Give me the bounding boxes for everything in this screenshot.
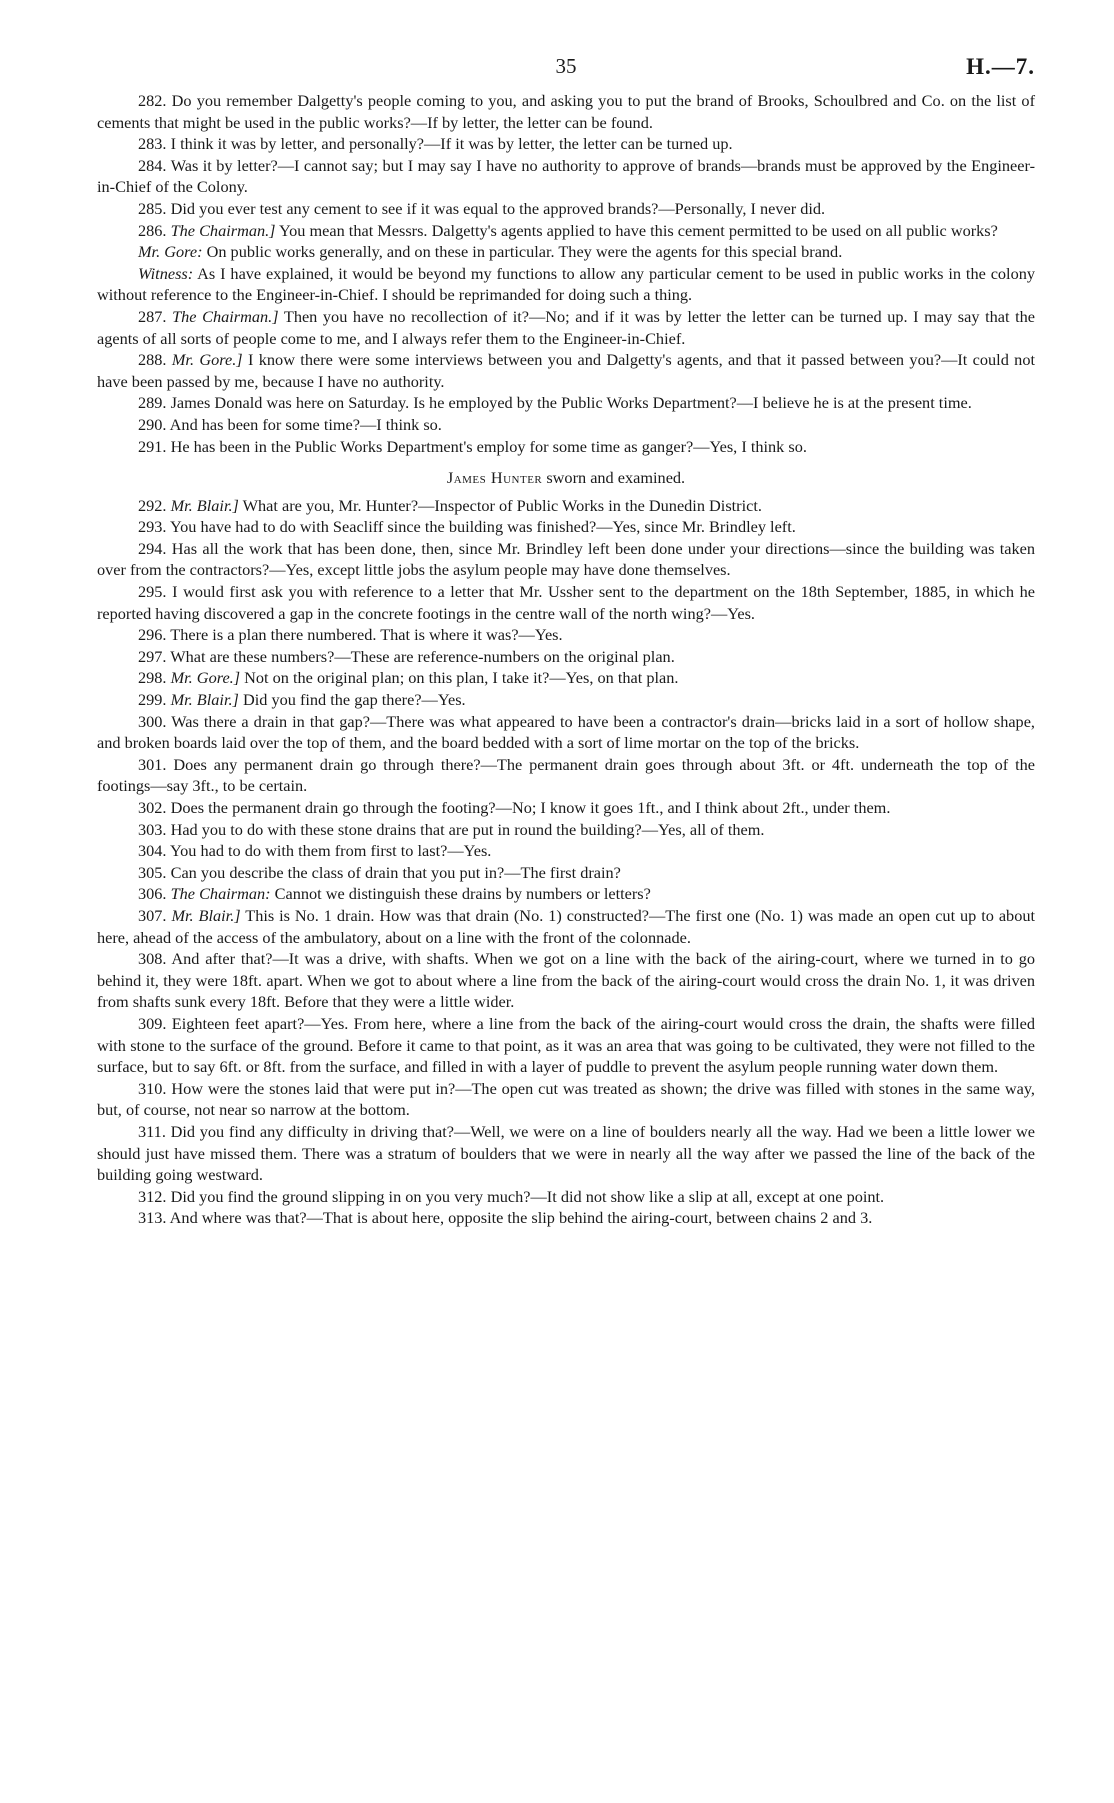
question-number: 305. — [138, 862, 167, 882]
question-number: 283. — [138, 134, 167, 154]
question-number: 291. — [138, 436, 167, 456]
question-number: 300. — [138, 711, 167, 731]
paragraph-text: And where was that?—That is about here, opposite the slip behind the airing-court, between chains 2 and 3. — [169, 1208, 873, 1228]
testimony-paragraph — [97, 306, 1035, 349]
question-number: 301. — [138, 754, 167, 774]
question-number: 287. — [138, 306, 167, 326]
testimony-paragraph — [97, 349, 1035, 392]
question-number: 282. — [138, 91, 167, 110]
paragraph-text: Was there a drain in that gap?—There was what appeared to have been a contractor's drain—bricks laid in a sort of hollow shape, and broken boards laid over the top of them, and the board bedded with a sort of lime mortar on the top of the bricks. — [97, 711, 1035, 753]
question-number: 310. — [138, 1078, 167, 1098]
speaker-label: Mr. Blair.] — [170, 495, 239, 515]
testimony-paragraph — [97, 948, 1035, 1013]
question-number: 306. — [138, 884, 167, 904]
question-number: 295. — [138, 582, 167, 602]
paragraph-text: Cannot we distinguish these drains by numbers or letters? — [274, 884, 651, 904]
question-number: 288. — [138, 350, 167, 370]
speaker-label: Mr. Gore.] — [171, 350, 243, 370]
testimony-paragraph — [97, 90, 1035, 133]
speaker-label: Mr. Gore.] — [170, 668, 241, 688]
testimony-paragraph — [97, 797, 1035, 819]
testimony-paragraph — [97, 198, 1035, 220]
testimony-paragraph — [97, 840, 1035, 862]
testimony-paragraph — [97, 711, 1035, 754]
paragraph-text: Not on the original plan; on this plan, I take it?—Yes, on that plan. — [244, 668, 679, 688]
paragraph-text: What are these numbers?—These are reference-numbers on the original plan. — [170, 646, 675, 666]
paragraph-text: There is a plan there numbered. That is where it was?—Yes. — [170, 625, 563, 645]
paragraph-text: And has been for some time?—I think so. — [169, 414, 442, 434]
paragraph-text: You had to do with them from first to last?—Yes. — [169, 841, 492, 861]
question-number: 299. — [138, 690, 167, 710]
question-number: 297. — [138, 646, 167, 666]
question-number: 302. — [138, 798, 167, 817]
document-code: H.—7. — [966, 54, 1035, 79]
testimony-paragraph — [97, 581, 1035, 624]
question-number: 286. — [138, 220, 167, 240]
testimony-paragraph — [97, 905, 1035, 948]
speaker-label: The Chairman.] — [172, 306, 279, 326]
question-number: 296. — [138, 625, 167, 645]
question-number: 294. — [138, 538, 167, 558]
paragraph-text: How were the stones laid that were put in?—The open cut was treated as shown; the drive was filled with stones in the same way, but, of course, not near so narrow at the bottom. — [97, 1078, 1035, 1120]
page-number: 35 — [555, 54, 577, 78]
testimony-paragraph — [97, 883, 1035, 905]
question-number: 298. — [138, 668, 167, 688]
question-number: 284. — [138, 155, 167, 175]
paragraph-text: Eighteen feet apart?—Yes. From here, where a line from the back of the airing-court would cross the drain, the shafts were filled with stone to the surface of the ground. Before it came to that point, as it was an area that was going to be cultivated, they were not filled to the surface, but to say 6ft. or 8ft. from the surface, and filled in with a layer of puddle to prevent the asylum people running water down them. — [97, 1013, 1035, 1077]
question-number: 303. — [138, 819, 167, 839]
testimony-paragraph — [97, 862, 1035, 884]
section-heading-rest: sworn and examined. — [546, 468, 686, 488]
paragraph-text: This is No. 1 drain. How was that drain (No. 1) constructed?—The first one (No. 1) was made an open cut up to about here, ahead of the access of the ambulatory, about on a line with the front of the colonnade. — [97, 905, 1035, 947]
paragraph-text: Does the permanent drain go through the footing?—No; I know it goes 1ft., and I think about 2ft., under them. — [170, 798, 891, 817]
testimony-part-1 — [97, 90, 1035, 457]
paragraph-text: Did you ever test any cement to see if it was equal to the approved brands?—Personally, I never did. — [170, 198, 826, 218]
testimony-paragraph — [97, 689, 1035, 711]
testimony-paragraph — [97, 1186, 1035, 1208]
question-number: 307. — [138, 905, 167, 925]
testimony-paragraph — [97, 516, 1035, 538]
paragraph-text: I know there were some interviews between you and Dalgetty's agents, and that it passed between you?—It could not have been passed by me, because I have no authority. — [97, 350, 1035, 391]
paragraph-text: Had you to do with these stone drains that are put in round the building?—Yes, all of them. — [170, 819, 765, 839]
testimony-paragraph — [97, 754, 1035, 797]
testimony-paragraph — [97, 414, 1035, 436]
testimony-paragraph — [97, 263, 1035, 306]
question-number: 285. — [138, 198, 167, 218]
testimony-paragraph — [97, 495, 1035, 517]
paragraph-text: Then you have no recollection of it?—No; and if it was by letter the letter can be turned up. I may say that the agents of all sorts of people come to me, and I always refer them to the Engineer-in-Chief. — [97, 306, 1035, 348]
paragraph-text: And after that?—It was a drive, with shafts. When we got on a line with the back of the airing-court, where we turned in to go behind it, they were 18ft. apart. When we got to about where a line from the back of the airing-court would cross the drain No. 1, it was driven from shafts sunk every 18ft. Before that they were a little wider. — [97, 949, 1036, 1012]
question-number: 312. — [138, 1186, 167, 1206]
testimony-paragraph — [97, 819, 1035, 841]
speaker-label: Mr. Gore: — [138, 242, 203, 262]
question-number: 308. — [138, 949, 167, 969]
testimony-paragraph — [97, 1121, 1035, 1186]
question-number: 292. — [138, 495, 167, 515]
question-number: 290. — [138, 414, 167, 434]
paragraph-text: Did you find the gap there?—Yes. — [242, 690, 466, 710]
testimony-part-2 — [97, 495, 1035, 1229]
paragraph-text: Can you describe the class of drain that you put in?—The first drain? — [170, 862, 621, 882]
question-number: 311. — [138, 1121, 166, 1141]
paragraph-text: I would first ask you with reference to a letter that Mr. Ussher sent to the department on the 18th September, 1885, in which he reported having discovered a gap in the concrete footings in the centre wall of the north wing?—Yes. — [97, 582, 1036, 623]
page-header — [97, 50, 1035, 84]
body-text — [97, 90, 1035, 1229]
speaker-label: Witness: — [138, 263, 194, 283]
paragraph-text: He has been in the Public Works Department's employ for some time as ganger?—Yes, I think so. — [170, 436, 807, 456]
speaker-label: The Chairman: — [170, 884, 271, 904]
paragraph-text: On public works generally, and on these in particular. They were the agents for this special brand. — [206, 242, 843, 262]
section-heading — [97, 467, 1035, 489]
paragraph-text: Did you find any difficulty in driving that?—Well, we were on a line of boulders nearly all the way. Had we been a little lower we should just have missed them. There was a stratum of boulders that we were in nearly all the way after we passed the line of the back of the building going westward. — [97, 1121, 1035, 1185]
testimony-paragraph — [97, 241, 1035, 263]
paragraph-text: Was it by letter?—I cannot say; but I may say I have no authority to approve of brands—brands must be approved by the Engineer-in-Chief of the Colony. — [97, 155, 1035, 197]
testimony-paragraph — [97, 646, 1035, 668]
document-page — [97, 50, 1035, 1229]
testimony-paragraph — [97, 1078, 1035, 1121]
question-number: 313. — [138, 1208, 167, 1228]
testimony-paragraph — [97, 133, 1035, 155]
paragraph-text: Does any permanent drain go through there?—The permanent drain goes through about 3ft. or 4ft. underneath the top of the footings—say 3ft., to be certain. — [97, 754, 1035, 796]
testimony-paragraph — [97, 155, 1035, 198]
testimony-paragraph — [97, 538, 1035, 581]
paragraph-text: Has all the work that has been done, then, since Mr. Brindley left been done under your directions—since the building was taken over from the contractors?—Yes, except little jobs the asylum people may have done themselves. — [97, 538, 1035, 580]
paragraph-text: What are you, Mr. Hunter?—Inspector of Public Works in the Dunedin District. — [242, 495, 762, 515]
testimony-paragraph — [97, 1207, 1035, 1229]
testimony-paragraph — [97, 392, 1035, 414]
testimony-paragraph — [97, 1013, 1035, 1078]
paragraph-text: You mean that Messrs. Dalgetty's agents applied to have this cement permitted to be used on all public works? — [279, 220, 998, 240]
question-number: 293. — [138, 517, 167, 537]
speaker-label: Mr. Blair.] — [170, 690, 239, 710]
paragraph-text: Did you find the ground slipping in on you very much?—It did not show like a slip at all, except at one point. — [170, 1186, 885, 1206]
testimony-paragraph — [97, 220, 1035, 242]
paragraph-text: Do you remember Dalgetty's people coming to you, and asking you to put the brand of Brooks, Schoulbred and Co. on the list of cements that might be used in the public works?—If by letter, the letter can be found. — [97, 91, 1035, 132]
paragraph-text: James Donald was here on Saturday. Is he employed by the Public Works Department?—I believe he is at the present time. — [170, 393, 972, 413]
testimony-paragraph — [97, 624, 1035, 646]
question-number: 309. — [138, 1013, 167, 1033]
speaker-label: Mr. Blair.] — [171, 905, 241, 925]
speaker-label: The Chairman.] — [170, 220, 276, 240]
testimony-paragraph — [97, 436, 1035, 458]
question-number: 289. — [138, 393, 167, 413]
paragraph-text: I think it was by letter, and personally?—If it was by letter, the letter can be turned up. — [170, 134, 733, 154]
witness-name: James Hunter — [446, 468, 543, 488]
paragraph-text: As I have explained, it would be beyond my functions to allow any particular cement to be used in public works in the colony without reference to the Engineer-in-Chief. I should be reprimanded for doing such a thing. — [97, 263, 1036, 305]
testimony-paragraph — [97, 667, 1035, 689]
paragraph-text: You have had to do with Seacliff since the building was finished?—Yes, since Mr. Brindley left. — [169, 517, 796, 537]
question-number: 304. — [138, 841, 167, 861]
